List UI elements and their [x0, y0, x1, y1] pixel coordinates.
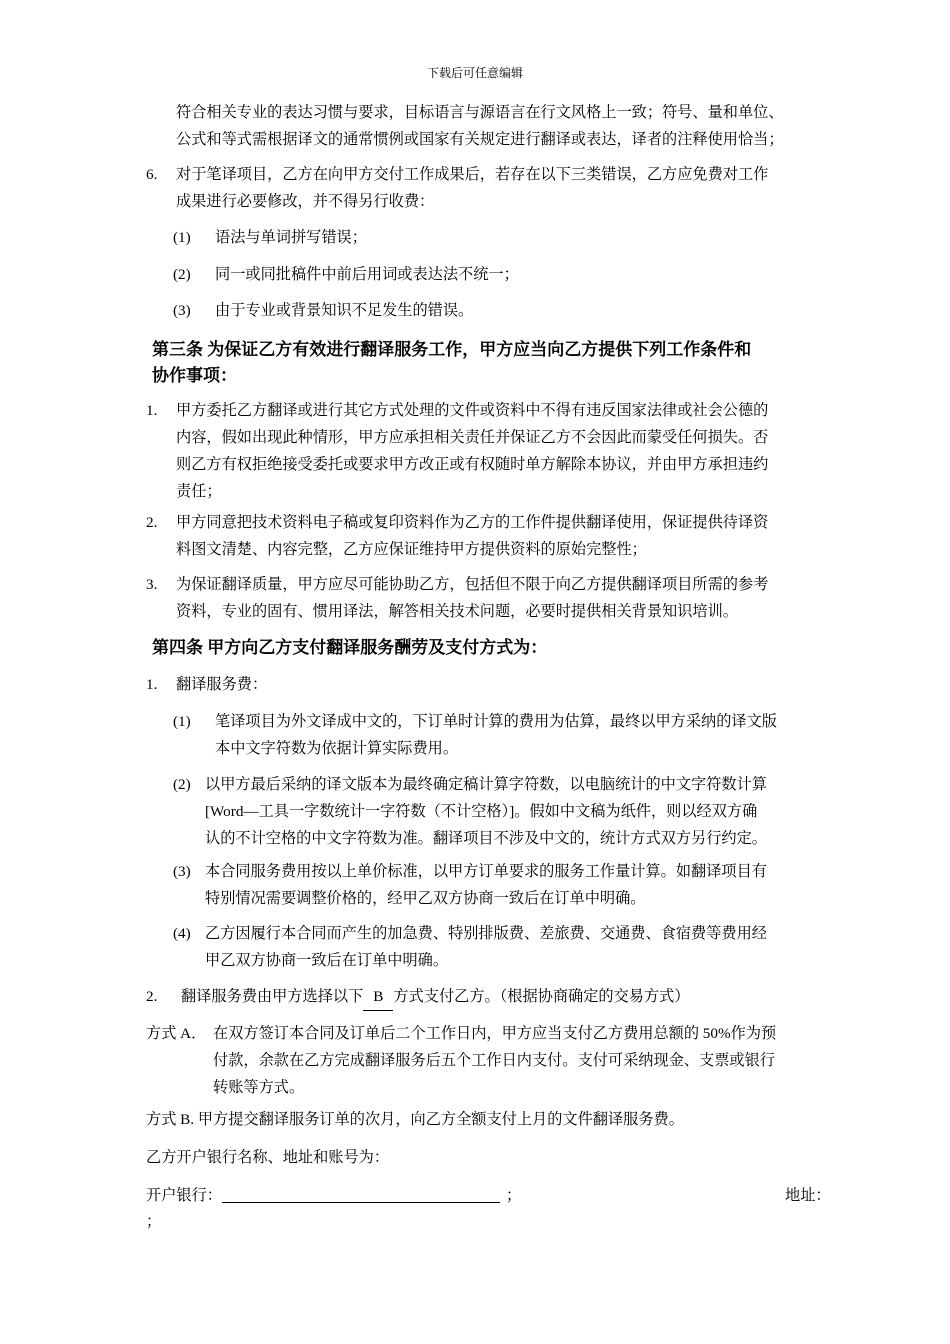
- page-header: 下载后可任意编辑: [426, 66, 523, 80]
- list-number: 1.: [146, 676, 158, 693]
- bank-separator: ；: [505, 1187, 522, 1204]
- heading-line: 第三条 为保证乙方有效进行翻译服务工作，甲方应当向乙方提供下列工作条件和: [152, 340, 752, 359]
- text-line: 以甲方最后采纳的译文版本为最终确定稿计算字符数，以电脑统计的中文字符数计算: [205, 776, 767, 793]
- sub-number: (1): [173, 229, 191, 246]
- list-number: 3.: [146, 576, 158, 593]
- list-item-6: [176, 161, 866, 215]
- article-4-heading: 第四条 甲方向乙方支付翻译服务酬劳及支付方式为：: [152, 638, 548, 657]
- heading-line: 协作事项：: [152, 366, 237, 385]
- payment-choice-post: 方式支付乙方。（根据协商确定的交易方式）: [393, 988, 690, 1005]
- sub-item-text: 由于专业或背景知识不足发生的错误。: [215, 302, 474, 319]
- sub-number: (3): [173, 302, 191, 319]
- bank-name-blank[interactable]: [222, 1184, 500, 1203]
- text-line: 本中文字符数为依据计算实际费用。: [215, 740, 458, 757]
- mode-a-text: [213, 1020, 858, 1101]
- list-number: 6.: [146, 166, 158, 183]
- bank-label: 开户银行：: [146, 1187, 222, 1204]
- text-line: 为保证翻译质量，甲方应尽可能协助乙方，包括但不限于向乙方提供翻译项目所需的参考: [176, 576, 769, 593]
- article-3-item-2: [176, 509, 866, 563]
- sub-number: (2): [173, 266, 191, 283]
- text-line: 甲方同意把技术资料电子稿或复印资料作为乙方的工作件提供翻译使用，保证提供待译资: [176, 514, 769, 531]
- sub-number: (3): [173, 863, 191, 880]
- sub-number: (4): [173, 925, 191, 942]
- payment-choice-pre: 翻译服务费由甲方选择以下: [181, 988, 364, 1005]
- text-line: 责任；: [176, 483, 222, 500]
- text-line: 料图文清楚、内容完整，乙方应保证维持甲方提供资料的原始完整性；: [176, 541, 647, 558]
- text-line: 乙方因履行本合同而产生的加急费、特别排版费、差旅费、交通费、食宿费等费用经: [205, 925, 767, 942]
- fee-sub-2: [205, 771, 855, 852]
- text-line: 成果进行必要修改，并不得另行收费：: [176, 193, 435, 210]
- sub-number: (1): [173, 713, 191, 730]
- text-line: 认的不计空格的中文字符数为准。翻译项目不涉及中文的，统计方式双方另行约定。: [205, 830, 767, 847]
- fee-sub-4: [205, 920, 855, 974]
- continuation-text: [176, 99, 866, 153]
- address-label: 地址：: [785, 1187, 831, 1204]
- sub-item-text: 语法与单词拼写错误；: [215, 229, 367, 246]
- list-number: 2.: [146, 514, 158, 531]
- text-line: 对于笔译项目，乙方在向甲方交付工作成果后，若存在以下三类错误，乙方应免费对工作: [176, 166, 769, 183]
- text-line: 特别情况需要调整价格的，经甲乙双方协商一致后在订单中明确。: [205, 890, 646, 907]
- sub-item-text: 同一或同批稿件中前后用词或表达法不统一；: [215, 266, 519, 283]
- list-number: 2.: [146, 988, 158, 1005]
- bank-line: [146, 1182, 521, 1209]
- text-line: 本合同服务费用按以上单价标准，以甲方订单要求的服务工作量计算。如翻译项目有: [205, 863, 767, 880]
- fee-heading: 翻译服务费：: [176, 676, 268, 693]
- text-line: 笔译项目为外文译成中文的，下订单时计算的费用为估算，最终以甲方采纳的译文版: [215, 713, 777, 730]
- sub-number: (2): [173, 776, 191, 793]
- bank-intro: 乙方开户银行名称、地址和账号为：: [146, 1149, 389, 1166]
- mode-a-label: 方式 A．: [146, 1025, 207, 1042]
- text-line: 转账等方式。: [213, 1079, 305, 1096]
- fee-sub-1: [215, 708, 855, 762]
- text-line: 甲方委托乙方翻译或进行其它方式处理的文件或资料中不得有违反国家法律或社会公德的: [176, 402, 769, 419]
- text-line: 在双方签订本合同及订单后二个工作日内，甲方应当支付乙方费用总额的 50%作为预: [213, 1025, 777, 1042]
- text-line: 付款，余款在乙方完成翻译服务后五个工作日内支付。支付可采纳现金、支票或银行: [213, 1052, 775, 1069]
- article-3-item-3: [176, 571, 866, 625]
- list-number: 1.: [146, 402, 158, 419]
- text-line: 则乙方有权拒绝接受委托或要求甲方改正或有权随时单方解除本协议，并由甲方承担违约: [176, 456, 769, 473]
- article-3-heading: [152, 337, 852, 389]
- article-3-item-1: [176, 397, 866, 505]
- payment-choice-line: [181, 983, 690, 1011]
- mode-b-text: 方式 B. 甲方提交翻译服务订单的次月，向乙方全额支付上月的文件翻译服务费。: [146, 1111, 684, 1128]
- text-line: [Word—工具一字数统计一字符数（不计空格）]。假如中文稿为纸件，则以经双方确: [205, 803, 758, 820]
- payment-choice-value: B: [363, 983, 393, 1011]
- text-line: 内容，假如出现此种情形，甲方应承担相关责任并保证乙方不会因此而蒙受任何损失。否: [176, 429, 769, 446]
- text-line: 公式和等式需根据译文的通常惯例或国家有关规定进行翻译或表达，译者的注释使用恰当；: [176, 131, 784, 148]
- fee-sub-3: [205, 858, 855, 912]
- text-line: 甲乙双方协商一致后在订单中明确。: [205, 952, 448, 969]
- trailing-semicolon: ；: [146, 1213, 162, 1230]
- text-line: 资料，专业的固有、惯用译法，解答相关技术问题，必要时提供相关背景知识培训。: [176, 603, 738, 620]
- text-line: 符合相关专业的表达习惯与要求，目标语言与源语言在行文风格上一致；符号、量和单位、: [176, 104, 784, 121]
